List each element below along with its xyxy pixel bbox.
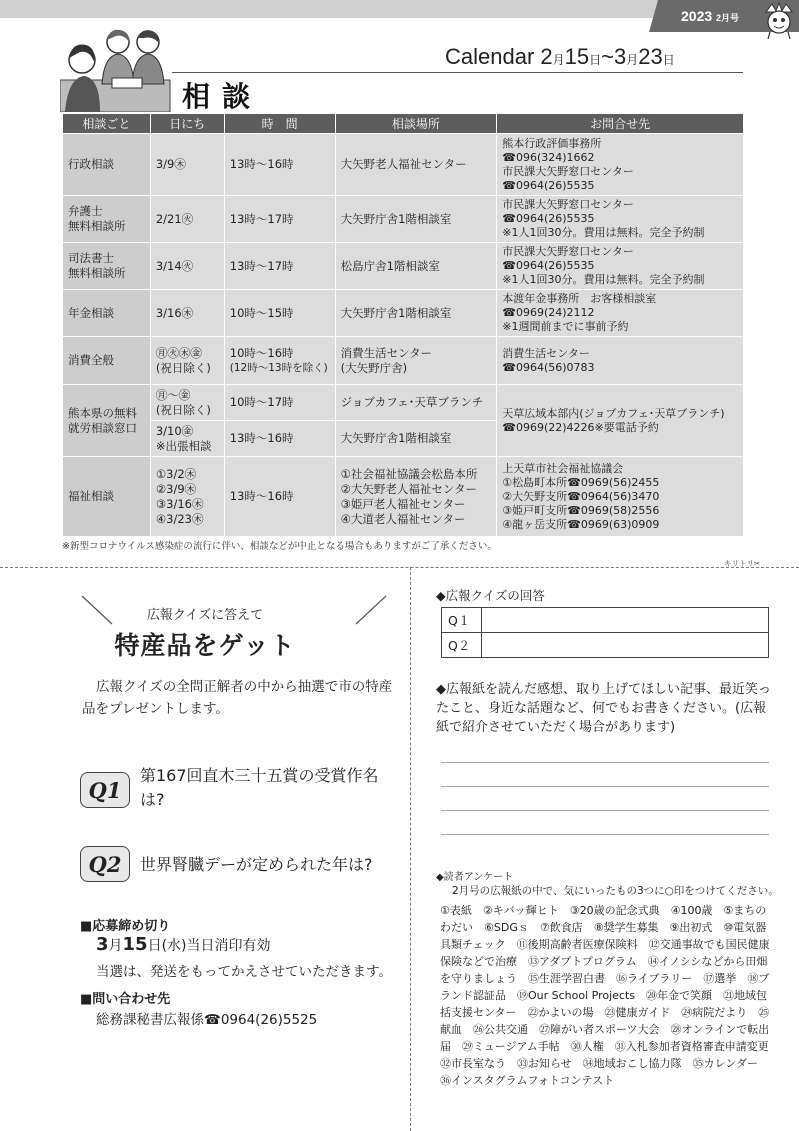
- inquiry-contact: 総務課秘書広報係☎0964(26)5525: [96, 1012, 318, 1028]
- row-time: [224, 337, 335, 385]
- feedback-writing-line[interactable]: [441, 762, 769, 763]
- quiz-title: 特産品をゲット: [114, 631, 296, 660]
- header-time: 時 間: [224, 114, 335, 134]
- feedback-writing-line[interactable]: [441, 810, 769, 811]
- inquiry-heading: ■問い合わせ先: [80, 992, 171, 1007]
- mascot-icon: [762, 2, 796, 40]
- answer-heading: ◆広報クイズの回答: [436, 588, 545, 603]
- contact-line: ☎0964(26)5535: [502, 212, 595, 225]
- quiz-intro: 広報クイズの全問正解者の中から抽選で市の特産品をプレゼントします。: [82, 679, 393, 717]
- row-date: 3/9㊍: [150, 134, 224, 196]
- answer-q2-field[interactable]: [482, 633, 769, 658]
- date-line: ㊊～㊎: [155, 387, 191, 402]
- contact-line: 上天草市社会福祉協議会: [502, 461, 624, 475]
- row-contact: [497, 290, 744, 337]
- row-date: [150, 385, 224, 421]
- table-row: [63, 243, 744, 290]
- consultation-table: [62, 113, 744, 537]
- row-time: 10時～17時: [224, 385, 335, 421]
- row-place: 大矢野庁舎1階相談室: [335, 421, 497, 457]
- covid-note: ※新型コロナウイルス感染症の流行に伴い、相談などが中止となる場合もありますがご了承ください。: [62, 541, 497, 552]
- row-place: 大矢野老人福祉センター: [335, 134, 497, 196]
- q2-text: 世界腎臓デーが定められた年は?: [140, 855, 373, 874]
- contact-line: 市民課大矢野窓口センター: [502, 198, 634, 211]
- row-time: 13時～16時: [224, 457, 335, 537]
- date-line: ②3/9㊍: [155, 481, 197, 496]
- cal-month-2: 3: [614, 44, 627, 69]
- row-time: 13時～17時: [224, 196, 335, 243]
- deadline-note: 当選は、発送をもってかえさせていただきます。: [96, 964, 392, 980]
- survey-heading: ◆読者アンケート: [436, 872, 514, 883]
- calendar-heading: [445, 44, 675, 70]
- table-row: [63, 290, 744, 337]
- table-header-row: [63, 114, 744, 134]
- time-line: (12時～13時を除く): [229, 361, 328, 374]
- contact-line: ☎0969(24)2112: [502, 306, 595, 319]
- calendar-word: Calendar: [445, 44, 535, 69]
- category-line: 就労相談窓口: [68, 420, 137, 435]
- table-row: [63, 385, 744, 421]
- table-row: [63, 196, 744, 243]
- row-date: [150, 337, 224, 385]
- category-line: 熊本県の無料: [68, 405, 137, 420]
- date-line: (祝日除く): [155, 402, 211, 417]
- contact-line: ※1人1回30分。費用は無料。完全予約制: [502, 273, 705, 286]
- contact-line: 本渡年金事務所 お客様相談室: [502, 292, 657, 305]
- quiz-subtitle: 広報クイズに答えて: [146, 608, 264, 623]
- contact-line: ※1週間前までに事前予約: [502, 320, 629, 333]
- row-time: 13時～16時: [224, 134, 335, 196]
- q2-badge: Q2: [80, 846, 130, 882]
- table-row: [63, 457, 744, 537]
- contact-line: ☎0969(22)4226※要電話予約: [502, 420, 659, 434]
- date-line: ①3/2㊍: [155, 466, 197, 481]
- place-line: ①社会福祉協議会松島本所: [340, 466, 478, 481]
- row-date: 2/21㊋: [150, 196, 224, 243]
- deadline-rest: (水)当日消印有効: [161, 938, 271, 954]
- row-contact: [497, 337, 744, 385]
- cal-sep: ~: [601, 44, 615, 69]
- contact-line: ※1人1回30分。費用は無料。完全予約制: [502, 226, 705, 239]
- cut-line-vertical: [410, 567, 411, 1131]
- issue-label: [681, 8, 739, 24]
- category-line: 無料相談所: [68, 266, 126, 280]
- date-line: 3/10㊎: [155, 423, 194, 438]
- survey-items[interactable]: ①表紙 ②キバッ輝ヒト ③20歳の記念式典 ④100歳 ⑤まちのわだい ⑥SDGｓ ⑦飲食店 ⑧奨学生募集 ⑨出初式 ⑩電気器具類チェック ⑪後期高齢者医療保険料 ⑫交通事故でも国民健康保険などで治療 ⑬アダプトプログラム ⑭イノシシなどから田畑を守りましょう ⑮生涯学習白書 ⑯ライブラリー ⑰選挙 ⑱ブランド認証品 ⑲Our School Projects ⑳年金で笑顔 ㉑地域包括支援センター ㉒かよいの場 ㉓健康ガイド ㉔病院だより ㉕献血 ㉖公共交通 ㉗障がい者スポーツ大会 ㉘オンラインで転出届 ㉙ミュージアム手帖 ㉚人権 ㉛入札参加者資格審査申請変更 ㉜市長室なう ㉝お知らせ ㉞地域おこし協力隊 ㉟カレンダー ㊱インスタグラムフォトコンテスト: [440, 904, 780, 1087]
- deadline-day-unit: 日: [147, 938, 162, 954]
- table-row: [63, 337, 744, 385]
- category-line: 無料相談所: [68, 219, 126, 233]
- cal-month-unit-2: 月: [626, 53, 639, 67]
- cal-day-unit-1: 日: [589, 53, 602, 67]
- row-category: 年金相談: [63, 290, 151, 337]
- contact-line: ③姫戸町支所☎0969(58)2556: [502, 503, 660, 517]
- answer-table: [441, 607, 769, 658]
- survey-intro: 2月号の広報紙の中で、気にいったもの3つに○印をつけてください。: [452, 885, 779, 897]
- deadline-heading: ■応募締め切り: [80, 919, 171, 934]
- row-category: [63, 243, 151, 290]
- date-line: ③3/16㊍: [155, 496, 204, 511]
- contact-line: 天草広域本部内(ジョブカフェ･天草ブランチ): [502, 406, 725, 420]
- contact-line: 消費生活センター: [502, 346, 590, 360]
- header-contact: お問合せ先: [497, 114, 744, 134]
- deadline-day: 15: [122, 934, 148, 955]
- row-contact: [497, 243, 744, 290]
- answer-row: [442, 633, 769, 658]
- date-line: (祝日除く): [155, 360, 211, 375]
- place-line: ④大道老人福祉センター: [340, 511, 466, 526]
- row-contact: [497, 457, 744, 537]
- row-time: 10時～15時: [224, 290, 335, 337]
- row-contact: [497, 134, 744, 196]
- contact-line: 熊本行政評価事務所: [502, 136, 602, 150]
- row-category: [63, 196, 151, 243]
- table-row: [63, 134, 744, 196]
- q1-badge: Q1: [80, 772, 130, 808]
- cal-month-1: 2: [540, 44, 553, 69]
- feedback-prompt: ◆広報紙を読んだ感想、取り上げてほしい記事、最近笑ったこと、身近な話題など、何でもお書きください。(広報紙で紹介させていただく場合があります): [436, 682, 771, 735]
- cal-month-unit-1: 月: [552, 53, 565, 67]
- time-line: 10時～16時: [229, 345, 294, 360]
- row-place: 松島庁舎1階相談室: [335, 243, 497, 290]
- place-line: (大矢野庁舎): [340, 360, 408, 375]
- contact-line: ☎0964(56)0783: [502, 360, 595, 374]
- issue-year: 2023: [681, 8, 713, 24]
- q1-text: 第167回直木三十五賞の受賞作名は?: [140, 766, 379, 809]
- row-time: 13時～16時: [224, 421, 335, 457]
- contact-line: 市民課大矢野窓口センター: [502, 164, 634, 178]
- row-place: [335, 457, 497, 537]
- contact-line: ☎096(324)1662: [502, 150, 595, 164]
- issue-month: 2月号: [716, 13, 740, 23]
- category-line: 弁護士: [68, 204, 103, 218]
- date-line: ④3/23㊍: [155, 511, 204, 526]
- date-line: ㊊㊋㊍㊎: [155, 345, 202, 360]
- row-date: [150, 457, 224, 537]
- row-category: 消費全般: [63, 337, 151, 385]
- date-line: ※出張相談: [155, 438, 212, 453]
- row-date: 3/16㊍: [150, 290, 224, 337]
- row-contact: [497, 196, 744, 243]
- row-contact: [497, 385, 744, 457]
- cal-day-1: 15: [564, 44, 590, 69]
- answer-q1-label: Q１: [442, 608, 482, 633]
- contact-line: ②大矢野支所☎0964(56)3470: [502, 489, 660, 503]
- contact-line: ①松島町本所☎0969(56)2455: [502, 475, 660, 489]
- top-band: [0, 0, 799, 18]
- row-time: 13時～17時: [224, 243, 335, 290]
- cal-day-unit-2: 日: [662, 53, 675, 67]
- deadline-month-unit: 月: [108, 938, 123, 954]
- cut-here-label: キリトリ✂: [724, 559, 761, 568]
- feedback-writing-line[interactable]: [441, 786, 769, 787]
- row-place: ジョブカフェ･天草ブランチ: [335, 385, 497, 421]
- section-title: 相談: [182, 80, 263, 113]
- deadline-month: 3: [96, 934, 109, 955]
- category-line: 司法書士: [68, 251, 114, 265]
- contact-line: ④龍ヶ岳支所☎0969(63)0909: [502, 517, 660, 531]
- place-line: ②大矢野老人福祉センター: [340, 481, 477, 496]
- deadline-date: [96, 934, 271, 955]
- row-category: 行政相談: [63, 134, 151, 196]
- answer-q2-label: Q２: [442, 633, 482, 658]
- row-date: 3/14㊋: [150, 243, 224, 290]
- row-category: [63, 385, 151, 457]
- consultation-illustration: [60, 20, 180, 112]
- contact-line: ☎0964(26)5535: [502, 259, 595, 272]
- answer-row: [442, 608, 769, 633]
- feedback-writing-line[interactable]: [441, 834, 769, 835]
- header-category: 相談ごと: [63, 114, 151, 134]
- answer-q1-field[interactable]: [482, 608, 769, 633]
- row-category: 福祉相談: [63, 457, 151, 537]
- row-place: [335, 337, 497, 385]
- contact-line: 市民課大矢野窓口センター: [502, 245, 634, 258]
- place-line: ③姫戸老人福祉センター: [340, 496, 466, 511]
- calendar-rule: [172, 72, 743, 73]
- header-place: 相談場所: [335, 114, 497, 134]
- cut-line-horizontal: [0, 567, 799, 568]
- row-place: 大矢野庁舎1階相談室: [335, 290, 497, 337]
- contact-line: ☎0964(26)5535: [502, 178, 595, 192]
- row-place: 大矢野庁舎1階相談室: [335, 196, 497, 243]
- place-line: 消費生活センター: [340, 345, 433, 360]
- row-date: [150, 421, 224, 457]
- cal-day-2: 23: [638, 44, 663, 69]
- header-date: 日にち: [150, 114, 224, 134]
